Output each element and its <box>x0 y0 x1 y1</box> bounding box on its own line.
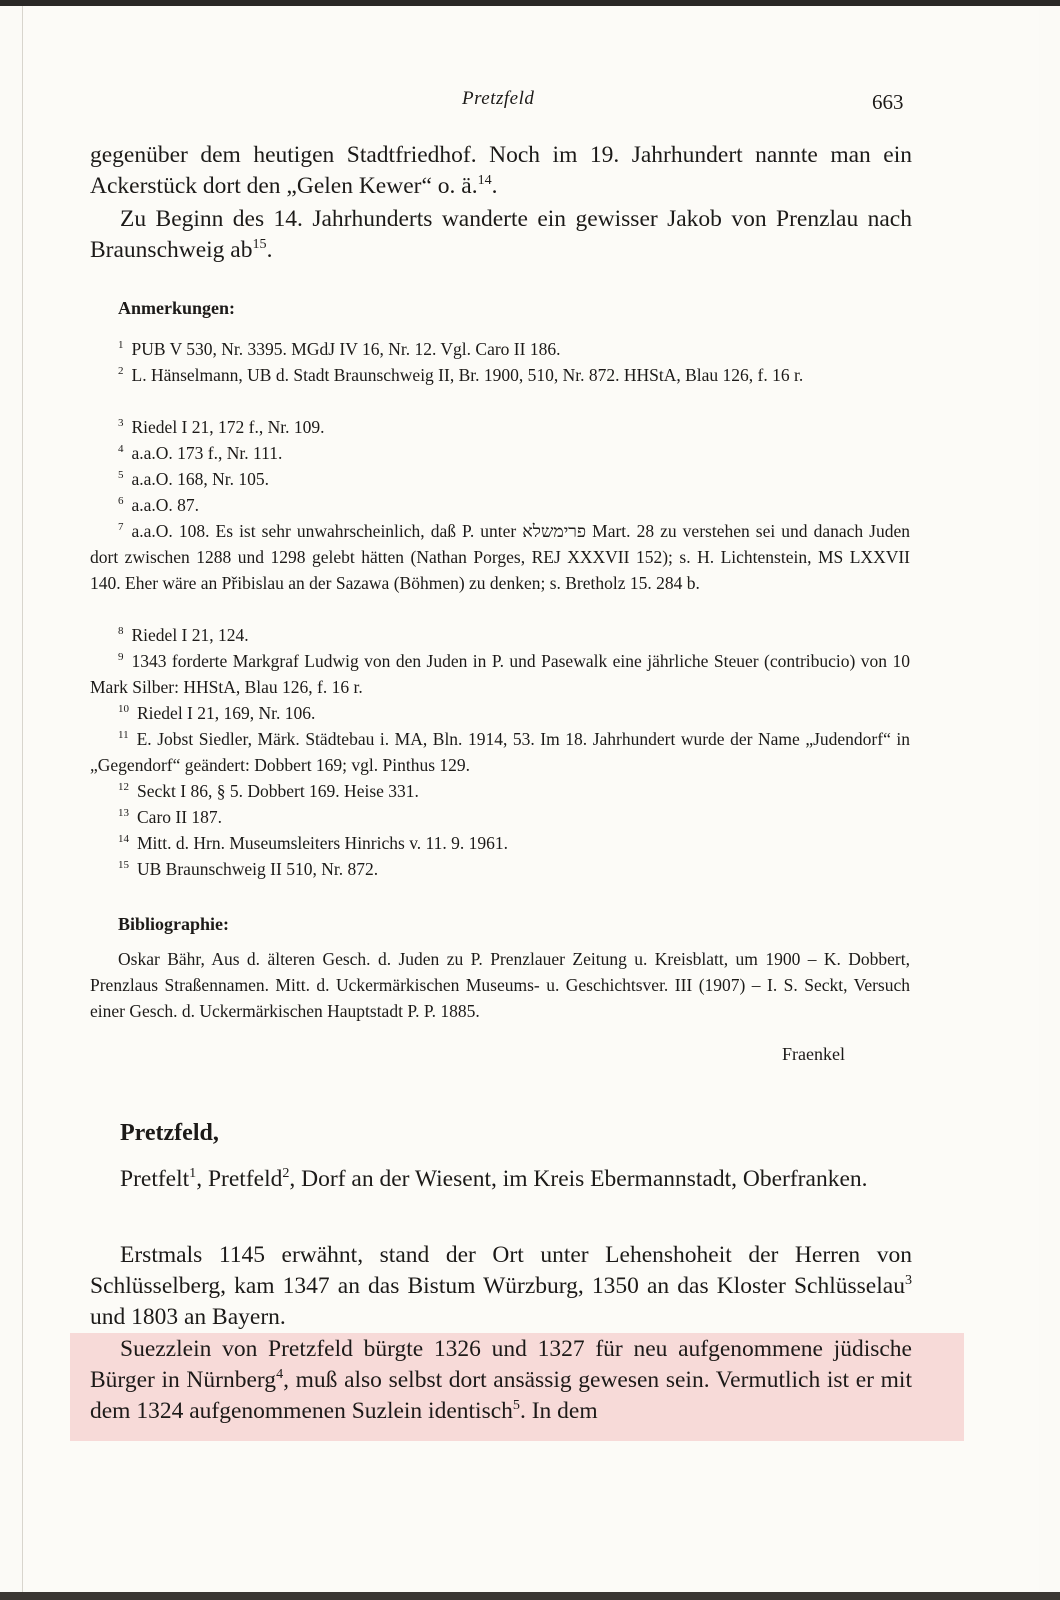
running-header: Pretzfeld <box>462 88 535 109</box>
entry-names-paragraph <box>90 1164 912 1195</box>
note-text: E. Jobst Siedler, Märk. Städtebau i. MA, Bln. 1914, 53. Im 18. Jahrhundert wurde der Name „Judendorf“ in „Gegendorf“ geändert: Dobbert 169; vgl. Pinthus 129. <box>90 728 910 775</box>
footnote-ref: 14 <box>477 172 492 189</box>
page-bottom-edge <box>0 1592 1060 1600</box>
note-text: Riedel I 21, 124. <box>131 624 249 645</box>
note-text: a.a.O. 108. Es ist sehr unwahrscheinlich, daß P. unter פרימשלא Mart. 28 zu verstehen sei und danach Juden dort zwischen 1288 und 1298 gelebt hätten (Nathan Porges, REJ XXXVII 152); s. H. Lichtenstein, MS LXXVII 140. Eher wäre an Přibislau an der Sazawa (Böhmen) zu denken; s. Bretholz 15. 284 b. <box>90 520 911 593</box>
note-text: 1343 forderte Markgraf Ludwig von den Juden in P. und Pasewalk eine jährliche Steuer (contribucio) von 10 Mark Silber: HHStA, Blau 126, f. 16 r. <box>90 650 910 697</box>
note-2 <box>90 358 910 388</box>
note-number: 7 <box>118 521 124 533</box>
note-number: 10 <box>118 703 129 715</box>
note-number: 4 <box>118 443 124 455</box>
note-number: 8 <box>118 625 124 637</box>
paragraph-text: gegenüber dem heutigen Stadtfriedhof. Noch im 19. Jahrhundert nannte man ein Ackerstück dort den „Gelen Kewer“ o. ä. <box>90 142 912 199</box>
note-number: 13 <box>118 807 129 819</box>
prev-entry-paragraph-2 <box>90 204 912 266</box>
footnote-ref: 3 <box>904 1272 912 1289</box>
note-number: 11 <box>118 729 129 741</box>
note-text: UB Braunschweig II 510, Nr. 872. <box>137 858 379 879</box>
entry-location: , Dorf an der Wiesent, im Kreis Ebermannstadt, Oberfranken. <box>289 1166 868 1192</box>
footnote-ref: 1 <box>189 1165 197 1182</box>
entry-paragraph-2 <box>90 1334 912 1427</box>
paragraph-text: Erstmals 1145 erwähnt, stand der Ort unter Lehenshoheit der Herren von Schlüsselberg, kam 1347 an das Bistum Würzburg, 1350 an das Kloster Schlüsselau <box>90 1242 912 1299</box>
paragraph-text: Zu Beginn des 14. Jahrhunderts wanderte ein gewisser Jakob von Prenzlau nach Braunschweig ab <box>90 206 912 263</box>
note-text: Caro II 187. <box>137 806 223 827</box>
note-text: L. Hänselmann, UB d. Stadt Braunschweig II, Br. 1900, 510, Nr. 872. HHStA, Blau 126, f. 16 r. <box>131 364 804 385</box>
page-number: 663 <box>872 90 904 114</box>
note-number: 15 <box>118 859 129 871</box>
note-number: 3 <box>118 417 124 429</box>
footnote-ref: 2 <box>282 1165 290 1182</box>
paragraph-text: und 1803 an Bayern. <box>90 1304 286 1330</box>
note-text: a.a.O. 173 f., Nr. 111. <box>131 442 283 463</box>
paragraph-end: . <box>491 173 498 199</box>
note-number: 14 <box>118 833 129 845</box>
note-text: Seckt I 86, § 5. Dobbert 169. Heise 331. <box>137 780 419 801</box>
note-text: a.a.O. 168, Nr. 105. <box>131 468 270 489</box>
note-11 <box>90 722 910 778</box>
paragraph-text: Suezzlein von Pretzfeld bürgte 1326 und 1327 für neu aufgenommene jüdische Bürger in Nürnberg <box>90 1336 912 1393</box>
note-7 <box>90 514 910 596</box>
paragraph-end: . <box>266 237 273 263</box>
entry-paragraph-1 <box>90 1240 912 1333</box>
paragraph-text: , muß also selbst dort ansässig gewesen sein. Vermutlich ist er mit dem 1324 aufgenommenen Suzlein identisch <box>90 1367 912 1424</box>
prev-entry-paragraph-1 <box>90 140 912 202</box>
note-text: Mitt. d. Hrn. Museumsleiters Hinrichs v. 11. 9. 1961. <box>137 832 509 853</box>
footnote-ref: 4 <box>276 1366 284 1383</box>
footnote-ref: 15 <box>252 236 267 253</box>
note-text: PUB V 530, Nr. 3395. MGdJ IV 16, Nr. 12. Vgl. Caro II 186. <box>131 338 561 359</box>
note-number: 2 <box>118 365 124 377</box>
note-number: 9 <box>118 651 124 663</box>
author-signature: Fraenkel <box>782 1044 845 1064</box>
footnote-ref: 5 <box>512 1397 520 1414</box>
note-text: Riedel I 21, 172 f., Nr. 109. <box>131 416 325 437</box>
entry-title: Pretzfeld, <box>120 1120 219 1146</box>
note-9 <box>90 644 910 700</box>
note-text: Riedel I 21, 169, Nr. 106. <box>137 702 316 723</box>
bibliography-heading: Bibliographie: <box>118 914 230 934</box>
note-number: 5 <box>118 469 124 481</box>
note-number: 1 <box>118 339 124 351</box>
entry-name-2: , Pretfeld <box>196 1166 283 1192</box>
entry-name-1: Pretfelt <box>120 1166 190 1192</box>
note-number: 12 <box>118 781 129 793</box>
note-text: a.a.O. 87. <box>131 494 200 515</box>
note-15 <box>90 852 910 882</box>
note-number: 6 <box>118 495 124 507</box>
bibliography-text: Oskar Bähr, Aus d. älteren Gesch. d. Juden zu P. Prenzlauer Zeitung u. Kreisblatt, um 1900 – K. Dobbert, Prenzlaus Straßennamen. Mitt. d. Uckermärkischen Museums- u. Geschichtsver. III (1907) – I. S. Seckt, Versuch einer Gesch. d. Uckermärkischen Hauptstadt P. P. 1885. <box>90 949 910 1021</box>
paragraph-text: . In dem <box>519 1398 598 1424</box>
notes-heading: Anmerkungen: <box>118 298 236 318</box>
